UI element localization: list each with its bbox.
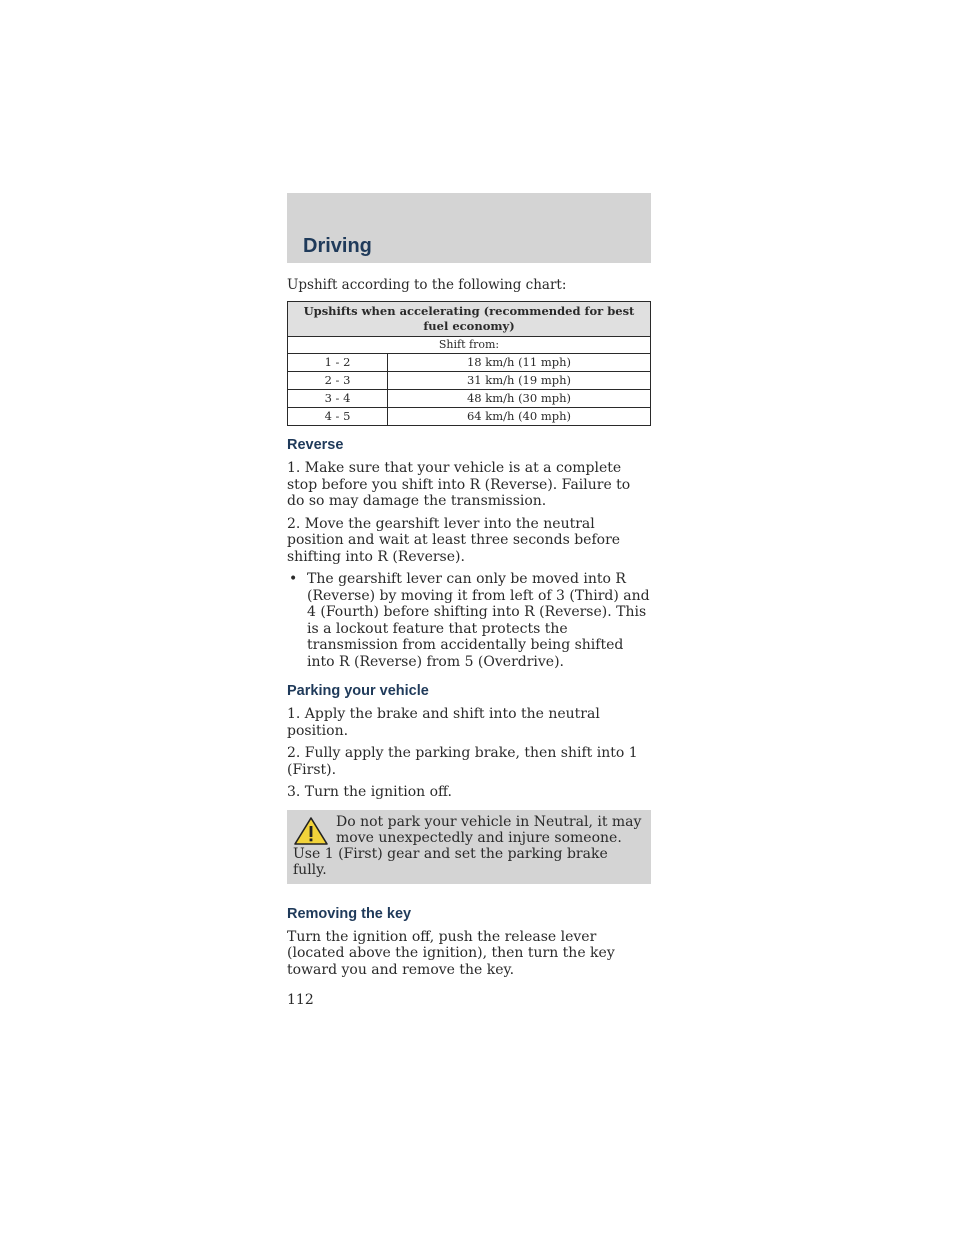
table-title-row [288,302,651,337]
reverse-step-1: 1. Make sure that your vehicle is at a complete stop before you shift into R (Reverse). Failure to do so may damage the transmission. [287,460,631,509]
reverse-bullet [287,571,651,670]
removing-key-heading: Removing the key [287,905,412,922]
table-title: Upshifts when accelerating (recommended for best fuel economy) [288,302,651,337]
reverse-heading: Reverse [287,437,344,453]
table-row [288,408,651,426]
gear-cell: 3 - 4 [288,390,388,408]
table-subheader: Shift from: [288,337,651,354]
warning-text: Do not park your vehicle in Neutral, it may move unexpectedly and injure someone. Use 1 (First) gear and set the parking brake fully. [293,813,642,878]
speed-cell: 31 km/h (19 mph) [388,372,651,390]
gear-cell: 1 - 2 [288,354,388,372]
manual-page [287,193,651,1008]
parking-step-3: 3. Turn the ignition off. [287,784,452,800]
removing-key-text: Turn the ignition off, push the release lever (located above the ignition), then turn the key toward you and remove the key. [287,928,615,978]
table-subheader-row [288,337,651,354]
intro-text: Upshift according to the following chart: [287,277,567,293]
bullet-icon: • [289,571,298,587]
speed-cell: 64 km/h (40 mph) [388,408,651,426]
speed-cell: 18 km/h (11 mph) [388,354,651,372]
table-row [288,372,651,390]
section-header-band [287,193,651,263]
parking-step-2: 2. Fully apply the parking brake, then shift into 1 (First). [287,745,638,778]
upshift-table [287,301,651,426]
parking-heading: Parking your vehicle [287,683,429,699]
reverse-bullet-text: The gearshift lever can only be moved into R (Reverse) by moving it from left of 3 (Third) and 4 (Fourth) before shifting into R (Reverse). This is a lockout feature that protects the transmission from accidentally being shifted into R (Reverse) from 5 (Overdrive). [307,571,650,670]
table-row [288,390,651,408]
speed-cell: 48 km/h (30 mph) [388,390,651,408]
reverse-step-2: 2. Move the gearshift lever into the neutral position and wait at least three seconds before shifting into R (Reverse). [287,515,621,565]
warning-box [287,810,651,884]
page-number: 112 [287,992,314,1008]
warning-triangle-icon [293,816,329,846]
gear-cell: 4 - 5 [288,408,388,426]
parking-step-1: 1. Apply the brake and shift into the neutral position. [287,706,600,739]
section-title: Driving [303,235,372,257]
table-row [288,354,651,372]
gear-cell: 2 - 3 [288,372,388,390]
